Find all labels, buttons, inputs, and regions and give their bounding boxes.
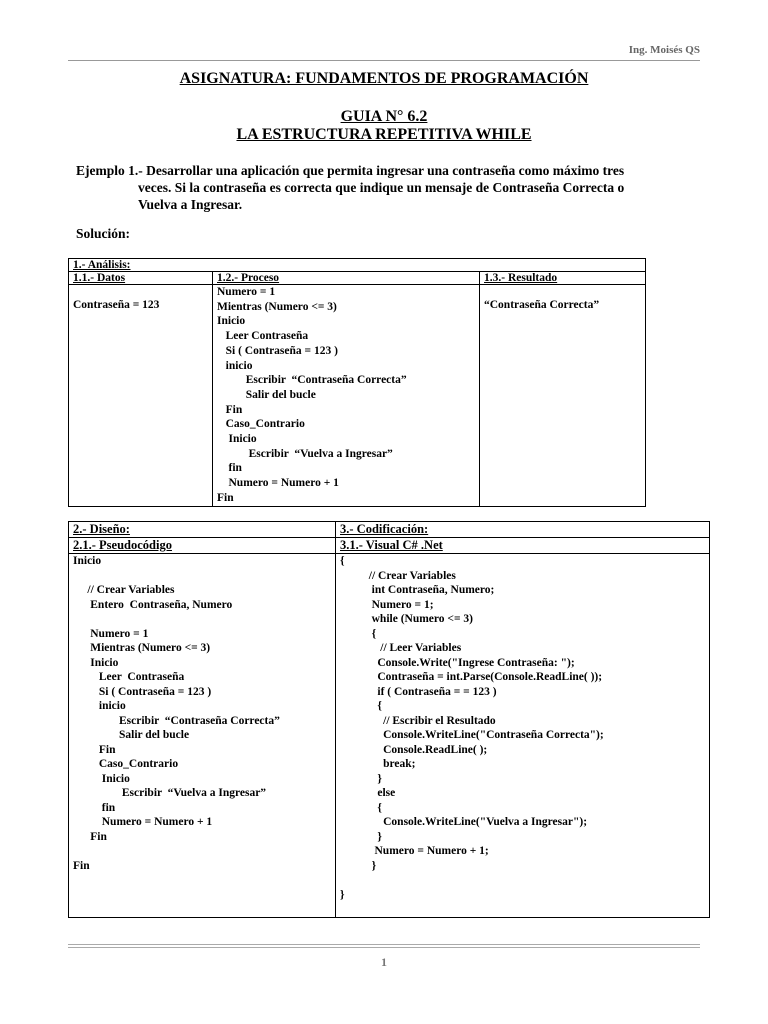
code-line: {: [340, 700, 382, 712]
pseudocode-line: Numero = 1: [73, 627, 149, 640]
code-line: // Escribir el Resultado: [340, 714, 496, 727]
proceso-line: Caso_Contrario: [217, 418, 305, 431]
code-lines: [340, 554, 705, 902]
proceso-line: fin: [217, 462, 242, 475]
proceso-line: Leer Contraseña: [217, 330, 309, 343]
pseudocode-line: Fin: [73, 830, 107, 843]
pseudocode-line: Inicio: [73, 772, 130, 785]
col-datos-header: 1.1.- Datos: [69, 272, 213, 285]
proceso-lines: [217, 285, 475, 506]
proceso-line: Escribir “Vuelva a Ingresar”: [217, 447, 393, 460]
code-line: }: [340, 830, 382, 843]
proceso-line: inicio: [217, 359, 253, 372]
proceso-line: Fin: [217, 491, 234, 504]
analysis-title: 1.- Análisis:: [69, 259, 646, 272]
resultado-cell: [480, 285, 646, 507]
pseudocode-line: // Crear Variables: [73, 584, 175, 596]
proceso-line: Numero = Numero + 1: [217, 477, 339, 490]
code-cell: [336, 554, 710, 918]
pseudocode-line: Inicio: [73, 555, 102, 567]
subject-title: ASIGNATURA: FUNDAMENTOS DE PROGRAMACIÓN: [179, 70, 589, 87]
resultado-value: “Contraseña Correcta”: [484, 299, 600, 311]
example-line-3: Vuelva a Ingresar.: [138, 197, 243, 212]
datos-cell: [69, 285, 213, 507]
analysis-table: [68, 258, 646, 507]
code-line: int Contraseña, Numero;: [340, 584, 495, 596]
page-number: 1: [381, 955, 387, 969]
proceso-line: Salir del bucle: [217, 388, 316, 401]
solution-label: Solución:: [76, 226, 131, 241]
code-line: Console.WriteLine("Contraseña Correcta");: [340, 729, 604, 741]
code-line: // Leer Variables: [340, 642, 462, 654]
pseudocode-line: Mientras (Numero <= 3): [73, 642, 211, 654]
csharp-header: 3.1.- Visual C# .Net: [336, 538, 710, 554]
pseudocode-line: Numero = Numero + 1: [73, 816, 213, 828]
code-line: Contraseña = int.Parse(Console.ReadLine( ));: [340, 671, 603, 683]
example-statement: [76, 162, 702, 213]
pseudocode-line: Escribir “Vuelva a Ingresar”: [73, 787, 267, 799]
code-line: }: [340, 772, 382, 785]
code-line: }: [340, 859, 377, 872]
pseudocode-line: Entero Contraseña, Numero: [73, 598, 233, 611]
pseudocode-line: fin: [73, 801, 116, 814]
footer-divider-2: [68, 947, 700, 948]
code-line: {: [340, 627, 377, 640]
code-line: else: [340, 787, 396, 799]
design-code-table: [68, 521, 710, 918]
code-line: // Crear Variables: [340, 569, 456, 582]
proceso-line: Fin: [217, 403, 243, 416]
guide-title: GUIA N° 6.2: [340, 108, 428, 125]
code-title: 3.- Codificación:: [336, 522, 710, 538]
code-line: Console.ReadLine( );: [340, 743, 488, 756]
pseudocode-line: Fin: [73, 859, 90, 872]
design-title: 2.- Diseño:: [69, 522, 336, 538]
code-line: Numero = 1;: [340, 598, 434, 611]
topic-title: LA ESTRUCTURA REPETITIVA WHILE: [236, 126, 532, 143]
pseudocode-line: Inicio: [73, 656, 119, 669]
pseudocode-header: 2.1.- Pseudocódigo: [69, 538, 336, 554]
code-line: while (Numero <= 3): [340, 613, 473, 625]
pseudocode-line: Caso_Contrario: [73, 758, 179, 770]
col-proceso-header: 1.2.- Proceso: [213, 272, 480, 285]
header-author: Ing. Moisés QS: [628, 44, 700, 56]
code-line: Numero = Numero + 1;: [340, 845, 489, 857]
example-line-1: Ejemplo 1.- Desarrollar una aplicación que permita ingresar una contraseña como máximo tres: [76, 163, 625, 178]
code-line: }: [340, 888, 345, 901]
pseudocode-line: [73, 844, 331, 859]
code-line: {: [340, 801, 382, 814]
code-line: break;: [340, 758, 416, 770]
pseudocode-line: [73, 569, 331, 584]
header-divider: [68, 60, 700, 61]
example-line-2: veces. Si la contraseña es correcta que indique un mensaje de Contraseña Correcta o: [138, 180, 625, 195]
proceso-line: Inicio: [217, 433, 257, 446]
pseudocode-line: Leer Contraseña: [73, 671, 185, 683]
proceso-line: Mientras (Numero <= 3): [217, 300, 337, 313]
footer-divider: [68, 944, 700, 945]
pseudocode-line: Escribir “Contraseña Correcta”: [73, 714, 280, 727]
pseudocode-lines: [73, 554, 331, 873]
datos-value: Contraseña = 123: [73, 299, 160, 311]
code-line: Console.Write("Ingrese Contraseña: ");: [340, 656, 575, 669]
col-resultado-header: 1.3.- Resultado: [480, 272, 646, 285]
pseudocode-line: Fin: [73, 743, 116, 756]
pseudocode-line: Si ( Contraseña = 123 ): [73, 685, 212, 698]
proceso-cell: [213, 285, 480, 507]
code-line: Console.WriteLine("Vuelva a Ingresar");: [340, 816, 588, 828]
code-line: if ( Contraseña = = 123 ): [340, 685, 497, 698]
proceso-line: Inicio: [217, 315, 246, 328]
pseudocode-cell: [69, 554, 336, 918]
proceso-line: Numero = 1: [217, 286, 276, 298]
code-line: [340, 873, 705, 888]
pseudocode-line: inicio: [73, 700, 126, 712]
proceso-line: Escribir “Contraseña Correcta”: [217, 374, 407, 387]
pseudocode-line: [73, 612, 331, 627]
code-line: {: [340, 555, 345, 567]
pseudocode-line: Salir del bucle: [73, 729, 190, 741]
proceso-line: Si ( Contraseña = 123 ): [217, 344, 338, 357]
